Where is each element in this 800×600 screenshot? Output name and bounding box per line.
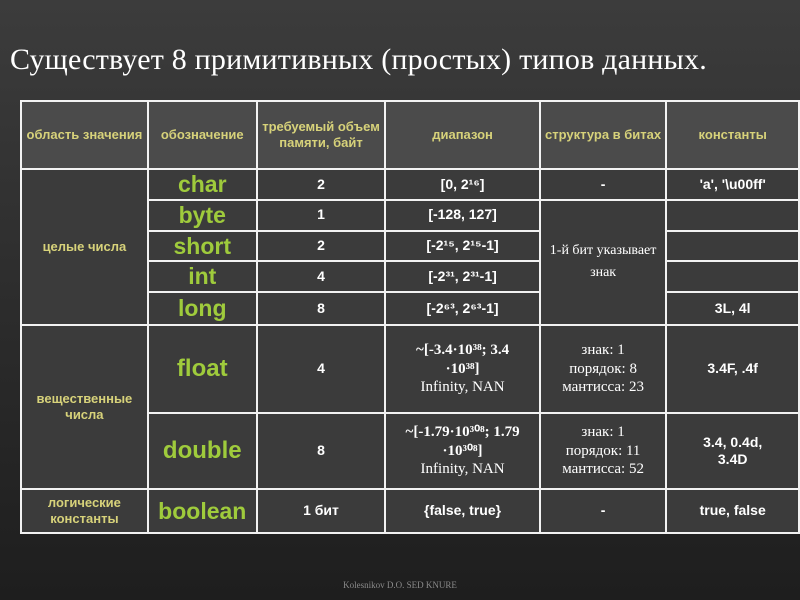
range-short: [-2¹⁵, 2¹⁵-1] — [385, 231, 539, 262]
constants-int — [666, 261, 799, 292]
type-name-char: char — [148, 169, 257, 200]
bits-float-line2: порядок: 8 — [569, 360, 637, 377]
memory-long: 8 — [257, 292, 386, 325]
primitive-types-table — [20, 100, 800, 534]
constants-double — [666, 413, 799, 489]
memory-char: 2 — [257, 169, 386, 200]
type-name-byte: byte — [148, 200, 257, 231]
header-bits: структура в битах — [540, 101, 667, 169]
constants-char: 'a', '\u00ff' — [666, 169, 799, 200]
type-name-int: int — [148, 261, 257, 292]
range-byte: [-128, 127] — [385, 200, 539, 231]
bits-float-line1: знак: 1 — [581, 341, 625, 358]
constants-long: 3L, 4l — [666, 292, 799, 325]
bits-double-line3: мантисса: 52 — [562, 461, 644, 478]
range-boolean: {false, true} — [385, 489, 539, 533]
header-constants: константы — [666, 101, 799, 169]
range-float-line2: ·10³⁸] — [445, 360, 480, 377]
range-double-line2: ·10³⁰⁸] — [442, 442, 483, 459]
header-memory: требуемый объем памяти, байт — [257, 101, 386, 169]
category-real: вещественные числа — [21, 325, 148, 489]
memory-short: 2 — [257, 231, 386, 262]
category-logical: логические константы — [21, 489, 148, 533]
header-range: диапазон — [385, 101, 539, 169]
constants-double-line2: 3.4D — [717, 451, 748, 467]
bits-float-line3: мантисса: 23 — [562, 379, 644, 396]
bits-integer-note: 1-й бит указывает знак — [540, 200, 667, 325]
category-integer: целые числа — [21, 169, 148, 325]
range-double-line1: ~[-1.79·10³⁰⁸; 1.79 — [405, 423, 520, 440]
constants-short — [666, 231, 799, 262]
constants-float: 3.4F, .4f — [666, 325, 799, 413]
type-name-long: long — [148, 292, 257, 325]
memory-byte: 1 — [257, 200, 386, 231]
memory-int: 4 — [257, 261, 386, 292]
type-name-double: double — [148, 413, 257, 489]
footer-credit: Kolesnikov D.O. SED KNURE — [343, 580, 457, 590]
memory-double: 8 — [257, 413, 386, 489]
header-name: обозначение — [148, 101, 257, 169]
memory-boolean: 1 бит — [257, 489, 386, 533]
range-long: [-2⁶³, 2⁶³-1] — [385, 292, 539, 325]
table-row-boolean — [21, 489, 799, 533]
bits-double-line2: порядок: 11 — [565, 442, 641, 459]
type-name-boolean: boolean — [148, 489, 257, 533]
table-header-row — [21, 101, 799, 169]
range-float-line3: Infinity, NAN — [420, 379, 505, 396]
type-name-float: float — [148, 325, 257, 413]
page-title: Существует 8 примитивных (простых) типов данных. — [10, 43, 707, 76]
range-double-line3: Infinity, NAN — [420, 461, 505, 478]
bits-double-line1: знак: 1 — [581, 423, 625, 440]
range-float — [385, 325, 539, 413]
bits-double — [540, 413, 667, 489]
range-double — [385, 413, 539, 489]
range-int: [-2³¹, 2³¹-1] — [385, 261, 539, 292]
constants-boolean: true, false — [666, 489, 799, 533]
header-domain: область значения — [21, 101, 148, 169]
memory-float: 4 — [257, 325, 386, 413]
bits-float — [540, 325, 667, 413]
range-char: [0, 2¹⁶] — [385, 169, 539, 200]
constants-byte — [666, 200, 799, 231]
type-name-short: short — [148, 231, 257, 262]
bits-char: - — [540, 169, 667, 200]
table-row-float — [21, 325, 799, 413]
constants-double-line1: 3.4, 0.4d, — [703, 433, 763, 450]
range-float-line1: ~[-3.4·10³⁸; 3.4 — [416, 341, 510, 358]
bits-boolean: - — [540, 489, 667, 533]
table-row-char — [21, 169, 799, 200]
